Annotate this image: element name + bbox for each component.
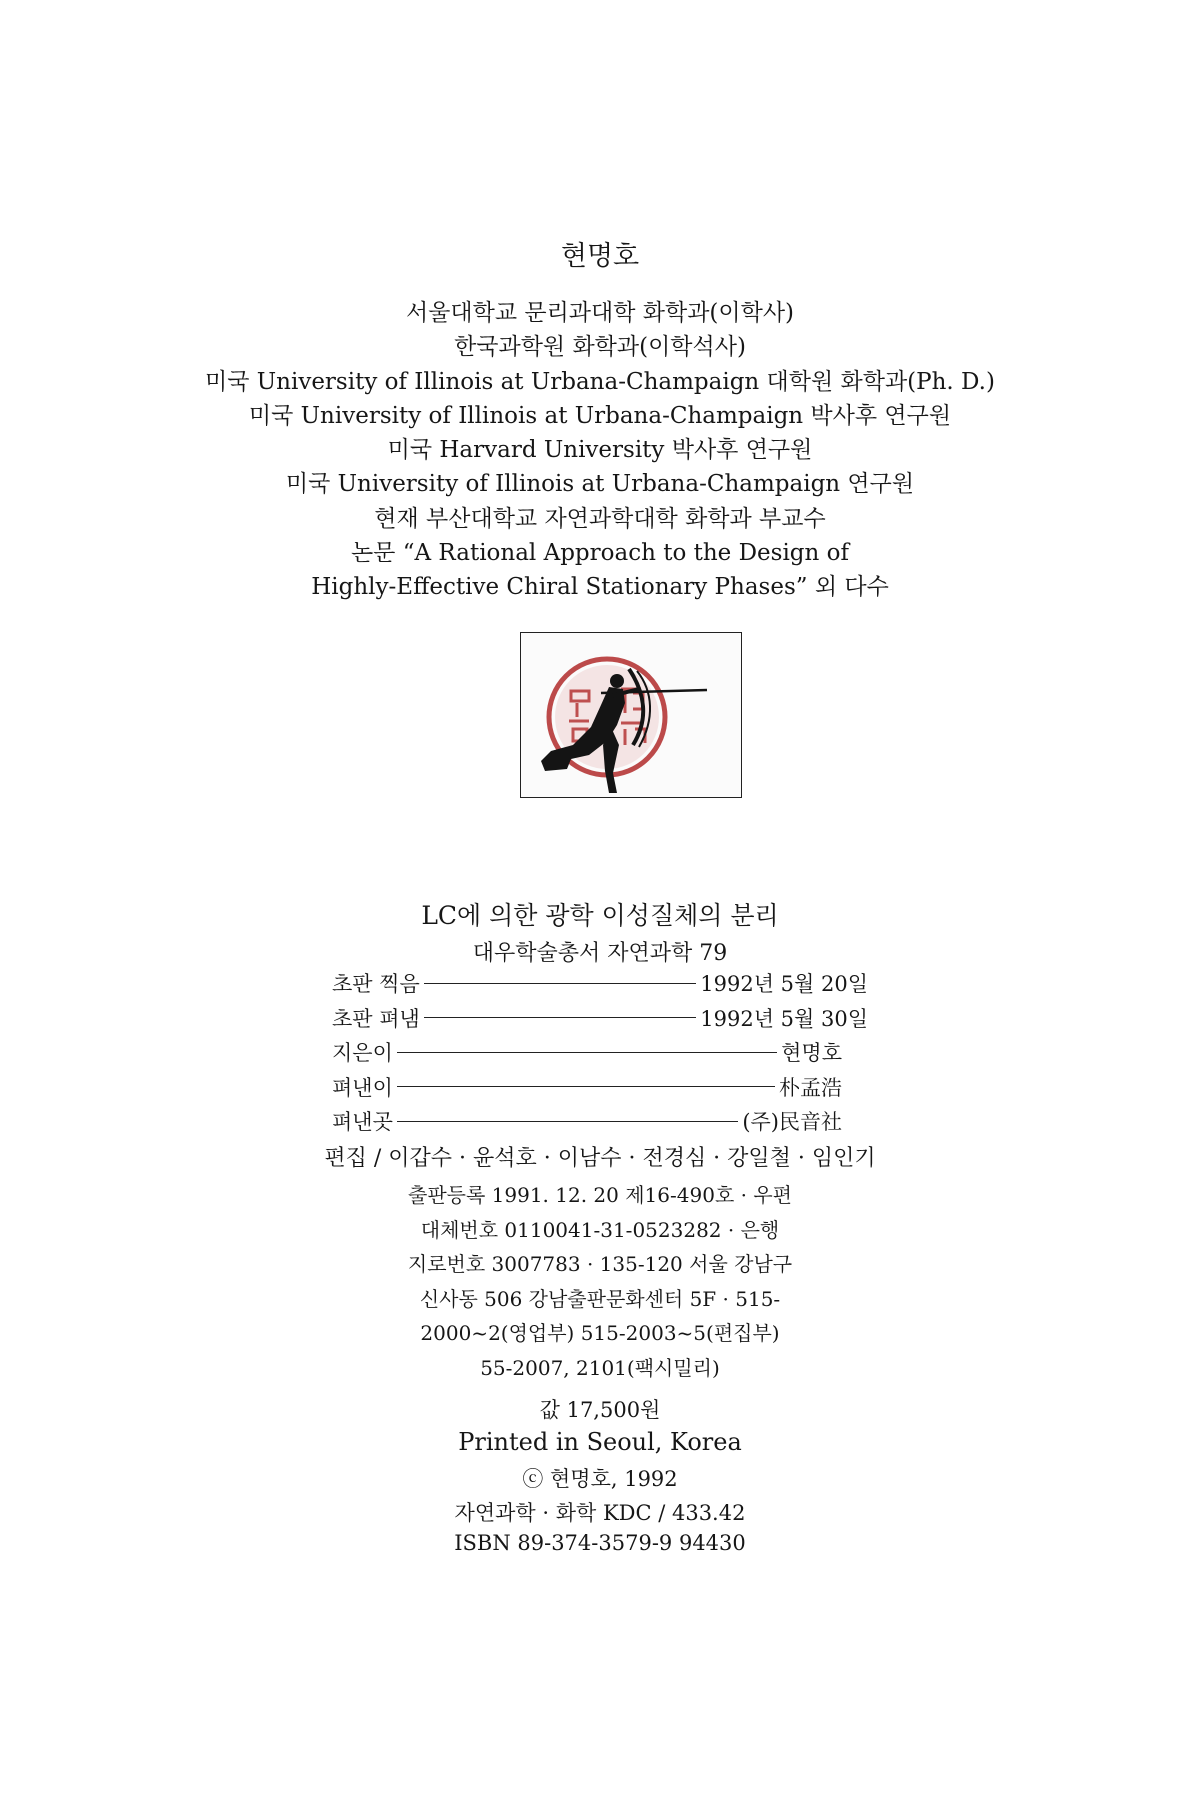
colophon-row: [332, 1104, 842, 1139]
book-title: LC에 의한 광학 이성질체의 분리: [421, 901, 779, 930]
colophon-value: 1992년 5월 20일: [700, 972, 868, 997]
leader-line: [424, 1017, 696, 1018]
colophon-value: 1992년 5월 30일: [700, 1006, 868, 1031]
editors-line: 편집 / 이갑수 · 윤석호 · 이남수 · 전경심 · 강일철 · 임인기: [324, 1146, 876, 1171]
colophon-row: [332, 1035, 842, 1070]
colophon-value: 朴孟浩: [779, 1075, 842, 1100]
bio-line: 논문 “A Rational Approach to the Design of: [350, 540, 850, 567]
author-name: 현명호: [560, 241, 640, 272]
series-title: 대우학술총서 자연과학 79: [472, 941, 728, 966]
publisher-info-line: 대체번호 0110041-31-0523282 · 은행: [420, 1217, 780, 1242]
copyright: ⓒ 현명호, 1992: [522, 1467, 678, 1491]
leader-line: [397, 1086, 775, 1087]
colophon-label: 지은이: [332, 1041, 393, 1066]
price: 값 17,500원: [539, 1398, 661, 1422]
colophon-row: [332, 1001, 868, 1036]
colophon-label: 펴낸곳: [332, 1110, 393, 1135]
colophon-label: 펴낸이: [332, 1075, 393, 1100]
colophon-label: 초판 펴냄: [332, 1006, 420, 1031]
colophon-label: 초판 찍음: [332, 972, 420, 997]
bio-line: 미국 University of Illinois at Urbana-Champaign 박사후 연구원: [248, 402, 952, 429]
publisher-info-line: 신사동 506 강남출판문화센터 5F · 515-: [419, 1286, 781, 1311]
publisher-seal-emblem: [520, 632, 742, 798]
publisher-info-line: 출판등록 1991. 12. 20 제16-490호 · 우편: [408, 1183, 792, 1207]
colophon-row: [332, 966, 868, 1001]
leader-line: [397, 1121, 738, 1122]
author-bio: [0, 296, 1200, 605]
colophon-row: [332, 1070, 842, 1105]
colophon-table: [332, 966, 868, 1139]
bio-line: 한국과학원 화학과(이학석사): [454, 334, 746, 361]
publisher-info: [0, 1178, 1200, 1386]
publisher-info-line: 55-2007, 2101(팩시밀리): [480, 1355, 720, 1380]
bio-line: 현재 부산대학교 자연과학대학 화학과 부교수: [374, 505, 826, 532]
bio-line: Highly-Effective Chiral Stationary Phases” 외 다수: [311, 574, 889, 601]
classification: 자연과학 · 화학 KDC / 433.42: [454, 1501, 746, 1525]
bio-line: 미국 University of Illinois at Urbana-Champaign 연구원: [285, 471, 915, 498]
publisher-info-line: 2000~2(영업부) 515-2003~5(편집부): [420, 1321, 780, 1346]
colophon-value: (주)民音社: [742, 1110, 842, 1135]
isbn: ISBN 89-374-3579-9 94430: [454, 1531, 746, 1555]
leader-line: [424, 983, 696, 984]
publisher-info-line: 지로번호 3007783 · 135-120 서울 강남구: [407, 1252, 793, 1277]
leader-line: [397, 1052, 777, 1053]
bio-line: 미국 University of Illinois at Urbana-Champaign 대학원 화학과(Ph. D.): [205, 368, 995, 395]
bio-line: 서울대학교 문리과대학 화학과(이학사): [405, 300, 795, 326]
colophon-value: 현명호: [781, 1041, 842, 1066]
printed-in: Printed in Seoul, Korea: [458, 1428, 742, 1456]
bio-line: 미국 Harvard University 박사후 연구원: [387, 437, 813, 464]
